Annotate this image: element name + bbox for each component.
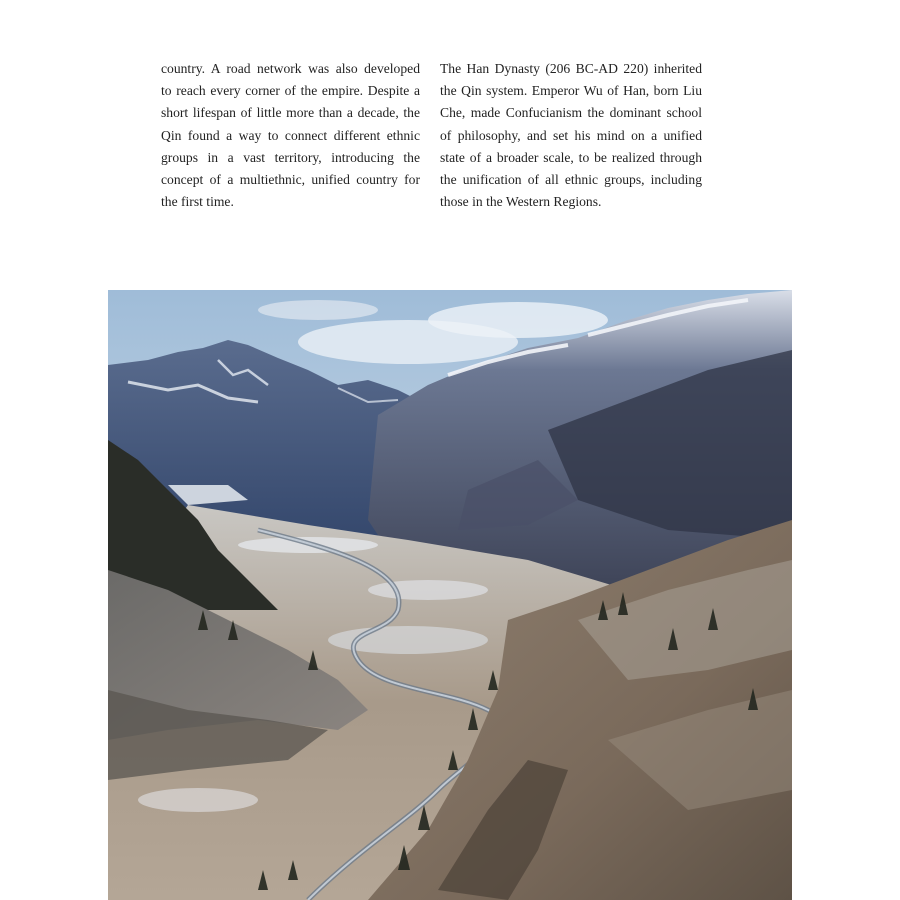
text-line: The Han Dynasty (206 BC-AD 220) inherited <box>440 61 702 76</box>
text-column-right <box>440 58 702 213</box>
text-line: Qin found a way to connect different ethnic <box>161 127 420 143</box>
text-line: short lifespan of little more than a decade, the <box>161 105 420 121</box>
text-line: concept of a multiethnic, unified country for <box>161 172 420 188</box>
text-line: groups in a vast territory, introducing the <box>161 149 420 165</box>
text-line: Che, made Confucianism the dominant school <box>440 105 702 121</box>
text-line: the first time. <box>161 194 234 210</box>
text-line: those in the Western Regions. <box>440 194 602 210</box>
mountain-valley-icon <box>108 290 792 900</box>
text-line: state of a broader scale, to be realized through <box>440 149 702 165</box>
text-line: country. A road network was also developed <box>161 61 420 76</box>
mountain-valley-photo <box>108 290 792 900</box>
text-line: to reach every corner of the empire. Despite a <box>161 83 420 99</box>
text-column-left <box>161 58 420 213</box>
text-line: the Qin system. Emperor Wu of Han, born Liu <box>440 83 702 99</box>
text-line: of philosophy, and set his mind on a unified <box>440 127 702 143</box>
text-line: the unification of all ethnic groups, including <box>440 172 702 188</box>
